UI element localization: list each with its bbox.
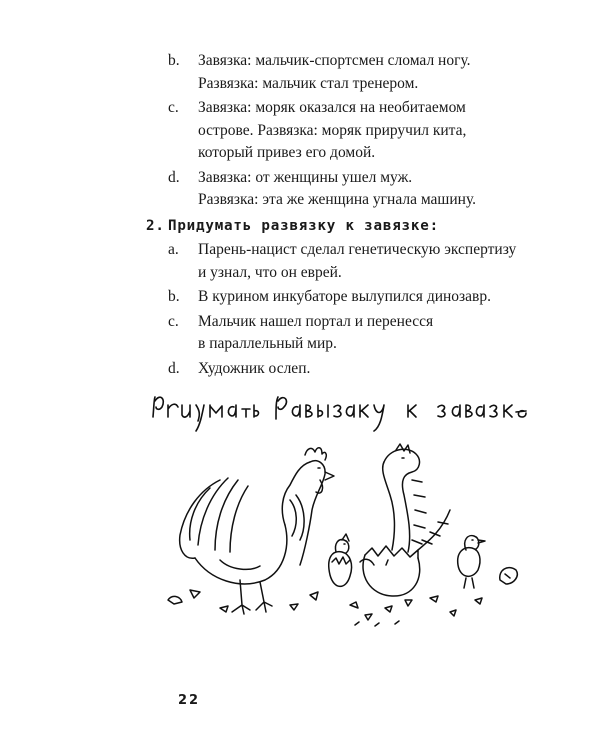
item-line: Развязка: мальчик стал тренером. [198,74,419,92]
item-line: Завязка: от женщины ушел муж. [198,168,413,186]
item-line: Мальчик нашел портал и перенесся [198,312,434,330]
item-line: который привез его домой. [198,144,376,161]
item-marker: b. [168,288,180,305]
item-line: в параллельный мир. [198,335,337,352]
handwritten-caption [148,385,528,435]
illustration [160,440,540,630]
item-line: и узнал, что он еврей. [198,263,342,281]
dinosaur-egg [360,444,450,596]
item-marker: d. [168,359,180,377]
section-heading [146,215,566,237]
list-item [168,167,558,212]
item-marker: a. [168,241,179,258]
item-marker: b. [168,52,180,69]
item-line: Завязка: моряк оказался на необитаемом [198,99,466,116]
item-marker: c. [168,99,179,116]
list-item [168,358,558,381]
item-line: В курином инкубаторе вылупился динозавр. [198,288,491,305]
list-item [168,97,558,165]
item-marker: d. [168,168,180,186]
small-chick [458,536,485,588]
item-line: Завязка: мальчик-спортсмен сломал ногу. [198,52,471,69]
item-line: Развязка: эта же женщина угнала машину. [198,191,477,208]
section-number: 2. [146,218,165,234]
list-item [168,286,558,309]
rooster [180,448,334,614]
item-line: Художник ослеп. [198,359,311,377]
hatching-chick [329,534,352,586]
list-item [168,50,558,95]
list-item [168,311,558,356]
item-marker: c. [168,312,179,330]
item-line: острове. Развязка: моряк приручил кита, [198,121,467,139]
list-item [168,239,558,284]
page-number: 22 [178,693,201,708]
example-list [168,50,558,212]
task-list [168,239,558,380]
item-line: Парень-нацист сделал генетическую экспертизу [198,241,517,258]
section-title: Придумать развязку к завязке: [168,218,439,234]
